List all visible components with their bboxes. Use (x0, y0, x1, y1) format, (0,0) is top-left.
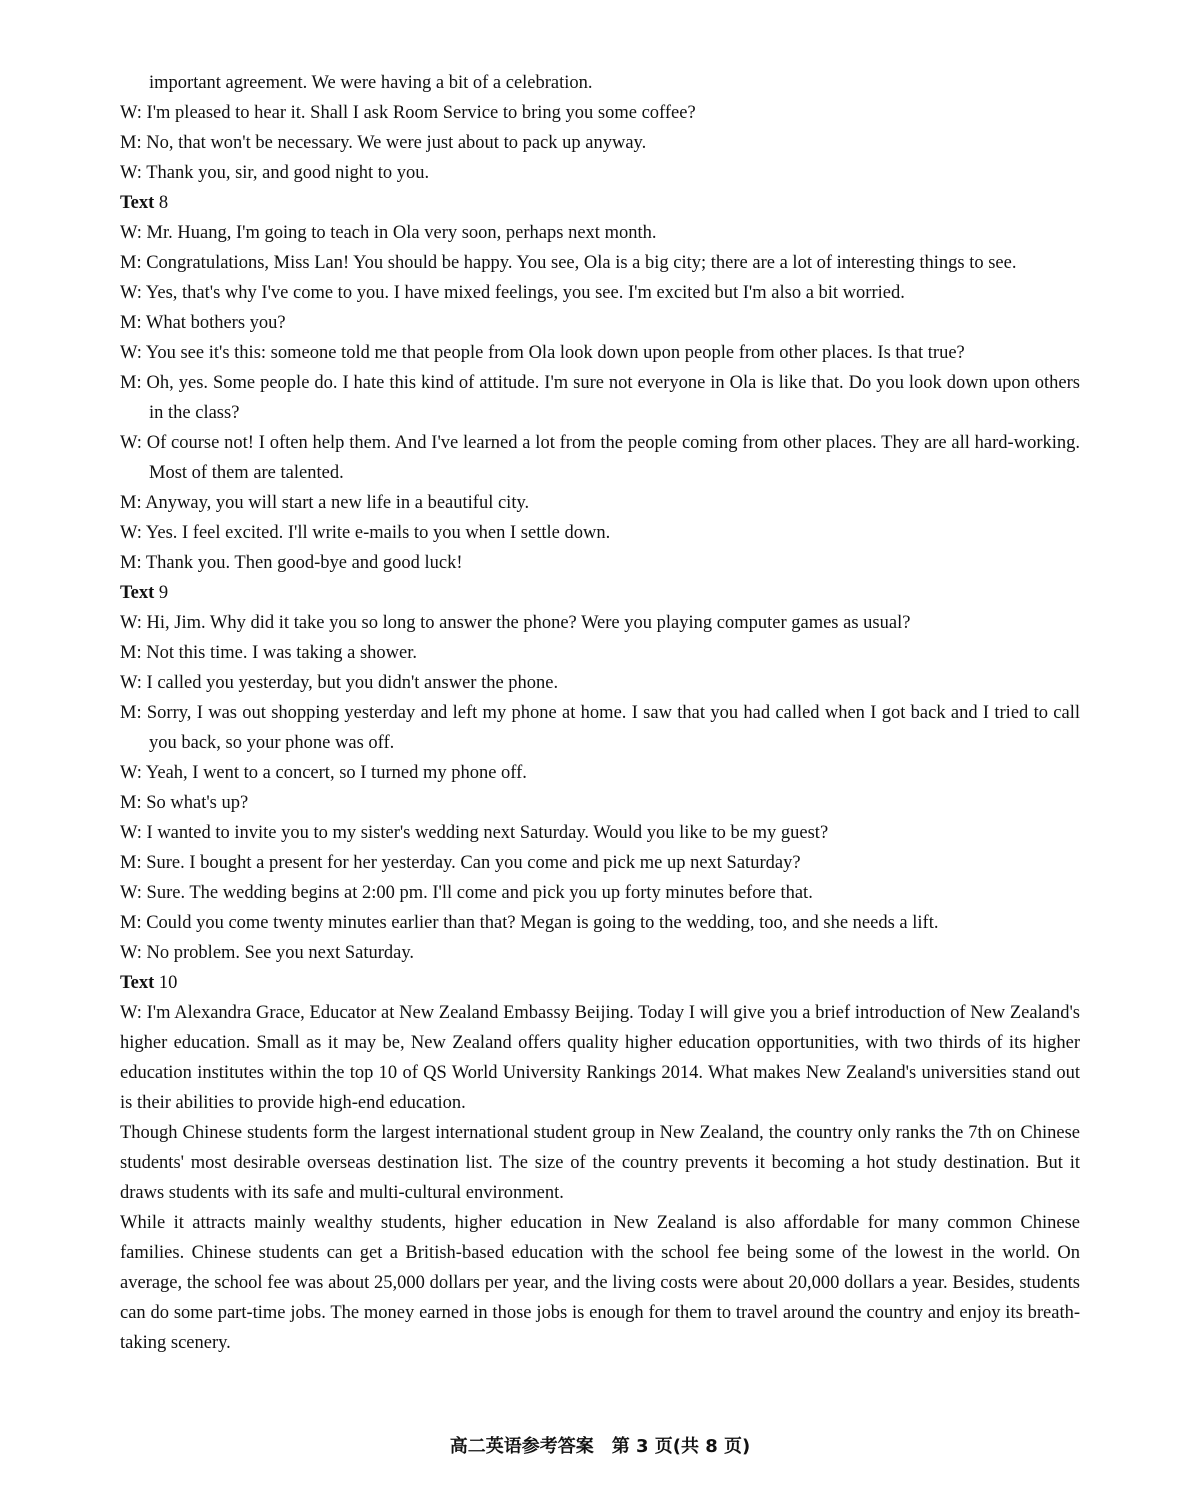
dialogue-line: W: Mr. Huang, I'm going to teach in Ola very soon, perhaps next month. (120, 223, 657, 243)
dialogue-line: M: Sure. I bought a present for her yesterday. Can you come and pick me up next Saturday? (120, 853, 801, 873)
dialogue-line: M: Sorry, I was out shopping yesterday and left my phone at home. I saw that you had called when I got back and I tried to call you back, so your phone was off. (120, 703, 1080, 753)
section-heading (120, 188, 1080, 218)
dialogue-line: W: Yes, that's why I've come to you. I have mixed feelings, you see. I'm excited but I'm also a bit worried. (120, 283, 905, 303)
section-heading-label: Text (120, 193, 155, 213)
monologue-paragraph: W: I'm Alexandra Grace, Educator at New Zealand Embassy Beijing. Today I will give you a brief introduction of New Zealand's higher education. Small as it may be, New Zealand offers quality higher education opportunities, with two thirds of its higher education institutes within the top 10 of QS World University Rankings 2014. What makes New Zealand's universities stand out is their abilities to provide high-end education. (120, 1003, 1080, 1113)
dialogue-line: M: Oh, yes. Some people do. I hate this kind of attitude. I'm sure not everyone in Ola is like that. Do you look down upon others in the class? (120, 373, 1080, 423)
dialogue-line: W: Thank you, sir, and good night to you. (120, 163, 430, 183)
dialogue-line: M: Anyway, you will start a new life in a beautiful city. (120, 493, 530, 513)
dialogue-line: M: No, that won't be necessary. We were just about to pack up anyway. (120, 133, 647, 153)
section-heading-label: Text (120, 973, 155, 993)
monologue-paragraph: Though Chinese students form the largest international student group in New Zealand, the country only ranks the 7th on Chinese students' most desirable overseas destination list. The size of the country prevents it becoming a hot study destination. But it draws students with its safe and multi-cultural environment. (120, 1123, 1080, 1203)
page-footer: 高二英语参考答案 第 3 页(共 8 页) (449, 1436, 751, 1457)
dialogue-line: important agreement. We were having a bit of a celebration. (149, 73, 593, 93)
dialogue-line: M: What bothers you? (120, 313, 286, 333)
section-heading (120, 968, 1080, 998)
section-heading-number: 9 (158, 583, 169, 603)
dialogue-line: W: I called you yesterday, but you didn't answer the phone. (120, 673, 559, 693)
dialogue-line: W: Yeah, I went to a concert, so I turned my phone off. (120, 763, 527, 783)
dialogue-line: W: I'm pleased to hear it. Shall I ask Room Service to bring you some coffee? (120, 103, 696, 123)
dialogue-line: W: Hi, Jim. Why did it take you so long to answer the phone? Were you playing computer games as usual? (120, 613, 911, 633)
transcript-body (120, 68, 1080, 1358)
dialogue-line: W: You see it's this: someone told me that people from Ola look down upon people from other places. Is that true? (120, 343, 965, 363)
dialogue-line: M: Not this time. I was taking a shower. (120, 643, 417, 663)
dialogue-line: W: Yes. I feel excited. I'll write e-mails to you when I settle down. (120, 523, 611, 543)
dialogue-line: M: Thank you. Then good-bye and good luck! (120, 553, 463, 573)
dialogue-line: M: So what's up? (120, 793, 249, 813)
dialogue-line: W: No problem. See you next Saturday. (120, 943, 415, 963)
section-heading (120, 578, 1080, 608)
dialogue-line: M: Could you come twenty minutes earlier than that? Megan is going to the wedding, too, and she needs a lift. (120, 913, 939, 933)
monologue-paragraph: While it attracts mainly wealthy students, higher education in New Zealand is also affordable for many common Chinese families. Chinese students can get a British-based education with the school fee being some of the lowest in the world. On average, the school fee was about 25,000 dollars per year, and the living costs were about 20,000 dollars a year. Besides, students can do some part-time jobs. The money earned in those jobs is enough for them to travel around the country and enjoy its breath-taking scenery. (120, 1213, 1080, 1353)
dialogue-line: W: Sure. The wedding begins at 2:00 pm. I'll come and pick you up forty minutes before that. (120, 883, 813, 903)
dialogue-line: W: I wanted to invite you to my sister's wedding next Saturday. Would you like to be my guest? (120, 823, 829, 843)
dialogue-line: W: Of course not! I often help them. And I've learned a lot from the people coming from other places. They are all hard-working. Most of them are talented. (120, 433, 1080, 483)
section-heading-number: 8 (158, 193, 169, 213)
section-heading-number: 10 (158, 973, 178, 993)
dialogue-line: M: Congratulations, Miss Lan! You should be happy. You see, Ola is a big city; there are a lot of interesting things to see. (120, 253, 1017, 273)
section-heading-label: Text (120, 583, 155, 603)
